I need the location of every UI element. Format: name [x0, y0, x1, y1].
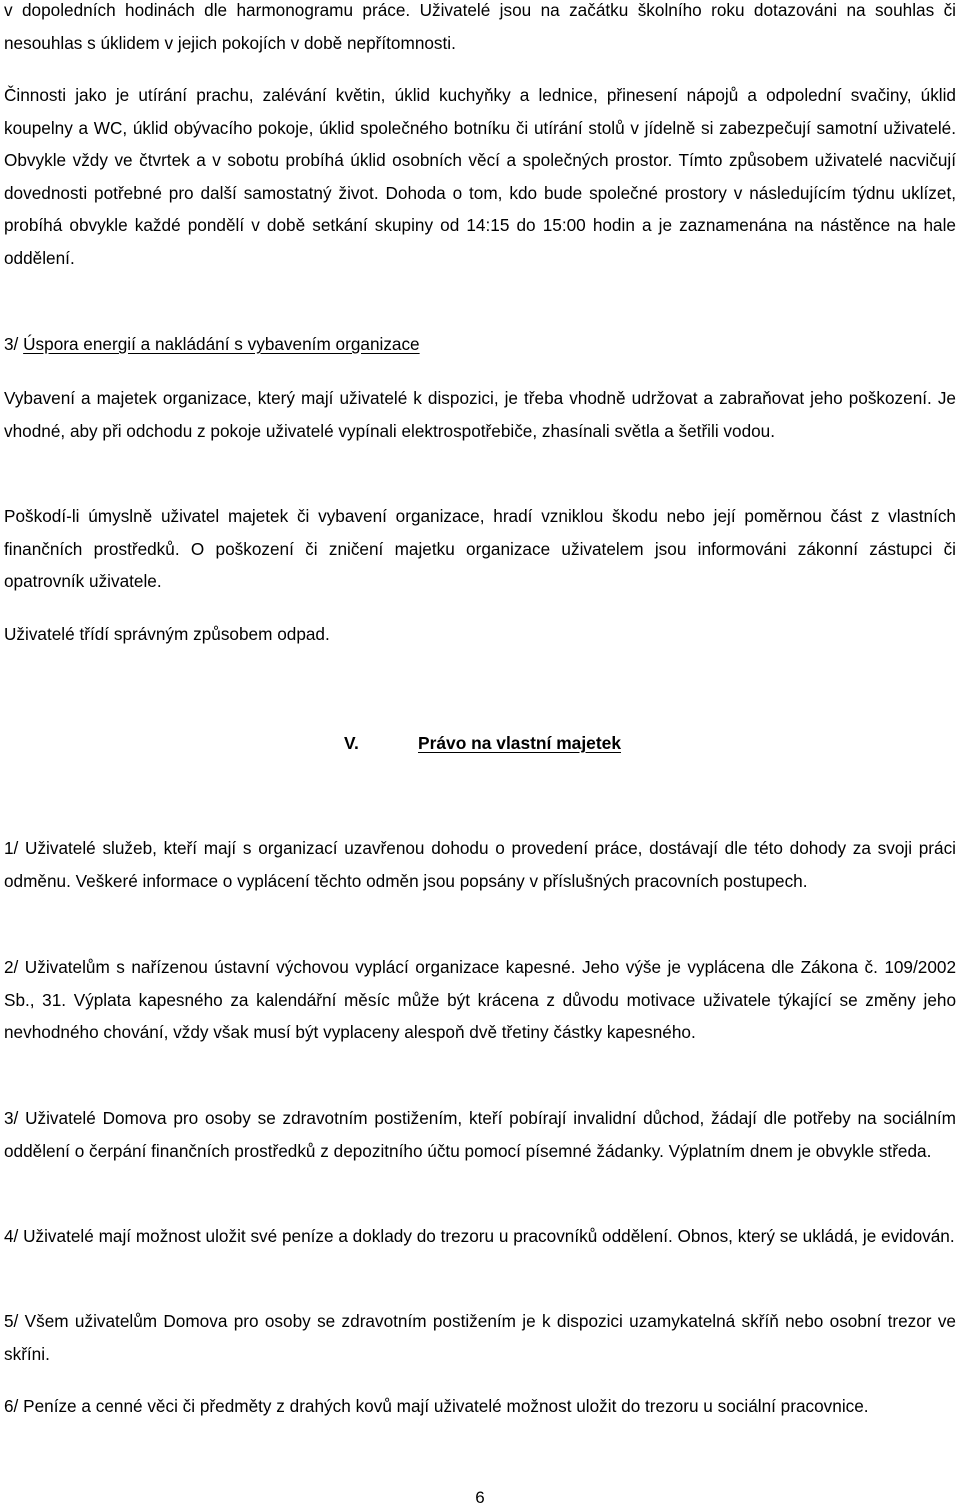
chapter-number: V.	[344, 733, 359, 753]
section-heading-3	[4, 328, 420, 360]
chapter-title: Právo na vlastní majetek	[418, 733, 621, 753]
paragraph-damage: Poškodí-li úmyslně uživatel majetek či vybavení organizace, hradí vzniklou škodu nebo její poměrnou část z vlastních finančních prostředků. O poškození či zničení majetku organizace uživatelem jsou informováni zákonní zástupci či opatrovník uživatele.	[4, 506, 956, 591]
section-title: Úspora energií a nakládání s vybavením organizace	[23, 334, 420, 354]
paragraph-v1: 1/ Uživatelé služeb, kteří mají s organizací uzavřenou dohodu o provedení práce, dostávají dle této dohody za svoji práci odměnu. Veškeré informace o vyplácení těchto odměn jsou popsány v příslušných pracovních postupech.	[4, 838, 956, 891]
paragraph-equipment: Vybavení a majetek organizace, který mají uživatelé k dispozici, je třeba vhodně udržovat a zabraňovat jeho poškození. Je vhodné, aby při odchodu z pokoje uživatelé vypínali elektrospotřebiče, zhasínali světla a šetřili vodou.	[4, 388, 956, 441]
paragraph-top: v dopoledních hodinách dle harmonogramu práce. Uživatelé jsou na začátku školního roku dotazováni na souhlas či nesouhlas s úklidem v jejich pokojích v době nepřítomnosti.	[4, 0, 956, 53]
paragraph-cleaning: Činnosti jako je utírání prachu, zalévání květin, úklid kuchyňky a lednice, přinesení nápojů a odpolední svačiny, úklid koupelny a WC, úklid obývacího pokoje, úklid společného botníku či utírání stolů v jídelně si zabezpečují samotní uživatelé. Obvykle vždy ve čtvrtek a v sobotu probíhá úklid osobních věcí a společných prostor. Tímto způsobem uživatelé nacvičují dovednosti potřebné pro další samostatný život. Dohoda o tom, kdo bude společné prostory v následujícím týdnu uklízet, probíhá obvykle každé pondělí v době setkání skupiny od 14:15 do 15:00 hodin a je zaznamenána na nástěnce na hale oddělení.	[4, 85, 956, 268]
paragraph-v6: 6/ Peníze a cenné věci či předměty z drahých kovů mají uživatelé možnost uložit do trezoru u sociální pracovnice.	[4, 1396, 869, 1416]
section-number: 3/	[4, 334, 19, 354]
paragraph-v2: 2/ Uživatelům s nařízenou ústavní výchovou vyplácí organizace kapesné. Jeho výše je vyplácena dle Zákona č. 109/2002 Sb., 31. Výplata kapesného za kalendářní měsíc může být krácena z důvodu motivace uživatele týkající se změny jeho nevhodného chování, vždy však musí být vyplaceny alespoň dvě třetiny částky kapesného.	[4, 957, 956, 1042]
paragraph-v4: 4/ Uživatelé mají možnost uložit své peníze a doklady do trezoru u pracovníků oddělení. Obnos, který se ukládá, je evidován.	[4, 1226, 955, 1246]
paragraph-waste: Uživatelé třídí správným způsobem odpad.	[4, 624, 330, 644]
paragraph-v5: 5/ Všem uživatelům Domova pro osoby se zdravotním postižením je k dispozici uzamykatelná skříň nebo osobní trezor ve skříni.	[4, 1311, 956, 1364]
paragraph-v3: 3/ Uživatelé Domova pro osoby se zdravotním postižením, kteří pobírají invalidní důchod, žádají dle potřeby na sociálním oddělení o čerpání finančních prostředků z depozitního účtu pomocí písemné žádanky. Výplatním dnem je obvykle středa.	[4, 1108, 956, 1161]
page-number: 6	[475, 1488, 485, 1507]
